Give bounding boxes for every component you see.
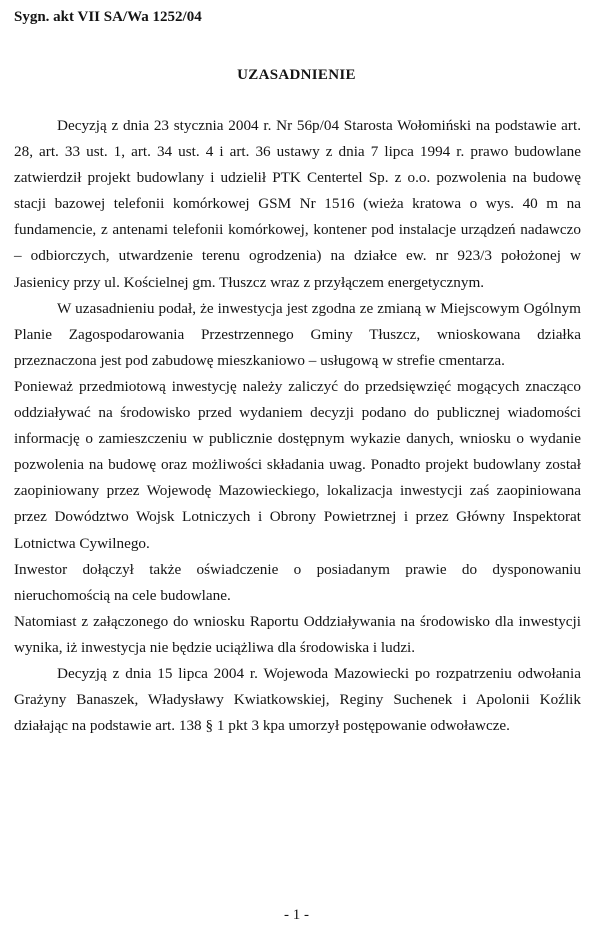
paragraph-environment-impact: Ponieważ przedmiotową inwestycję należy zaliczyć do przedsięwzięć mogących znacząco oddziaływać na środowisko przed wydaniem decyzji podano do publicznej wiadomości informację o zamieszczeniu w publicznie dostępnym wykazie danych, wniosku o wydanie pozwolenia na budowę oraz możliwości składania uwag. Ponadto projekt budowlany został zaopiniowany przez Wojewodę Mazowieckiego, lokalizacja inwestycji zaś zaopiniowana przez Dowództwo Wojsk Lotniczych i Obrony Powietrznej i przez Główny Inspektorat Lotnictwa Cywilnego. [14, 377, 581, 552]
paragraph-starosta-decision: Decyzją z dnia 23 stycznia 2004 r. Nr 56p/04 Starosta Wołomiński na podstawie art. 28, art. 33 ust. 1, art. 34 ust. 4 i art. 36 ustawy z dnia 7 lipca 1994 r. prawo budowlane zatwierdził projekt budowlany i udzielił PTK Centertel Sp. z o.o. pozwolenia na budowę stacji bazowej telefonii komórkowej GSM Nr 1516 (wieża kratowa o wys. 40 m na fundamencie, z antenami telefonii komórkowej, kontener pod instalacje urządzeń nadawczo – odbiorczych, utwardzenie terenu ogrodzenia) na działce ew. nr 923/3 położonej w Jasienicy przy ul. Kościelnej gm. Tłuszcz wraz z przyłączem energetycznym. [14, 117, 581, 291]
paragraph-investor-statement: Inwestor dołączył także oświadczenie o posiadanym prawie do dysponowaniu nieruchomością na cele budowlane. [14, 560, 581, 604]
paragraph-impact-report: Natomiast z załączonego do wniosku Raportu Oddziaływania na środowisko dla inwestycji wynika, iż inwestycja nie będzie uciążliwa dla środowiska i ludzi. [14, 612, 581, 656]
paragraph-voivode-decision: Decyzją z dnia 15 lipca 2004 r. Wojewoda Mazowiecki po rozpatrzeniu odwołania Grażyny Banaszek, Władysławy Kwiatkowskiej, Reginy Suchenek i Apolonii Koźlik działając na podstawie art. 138 § 1 pkt 3 kpa umorzył postępowanie odwoławcze. [14, 664, 581, 735]
page-number: - 1 - [284, 907, 309, 923]
case-number: Sygn. akt VII SA/Wa 1252/04 [14, 9, 202, 25]
document-title: UZASADNIENIE [237, 67, 356, 83]
paragraph-justification: W uzasadnieniu podał, że inwestycja jest zgodna ze zmianą w Miejscowym Ogólnym Planie Zagospodarowania Przestrzennego Gminy Tłuszcz, wnioskowana działka przeznaczona jest pod zabudowę mieszkaniowo – usługową w strefie cmentarza. [14, 299, 581, 369]
document-body [14, 113, 581, 739]
